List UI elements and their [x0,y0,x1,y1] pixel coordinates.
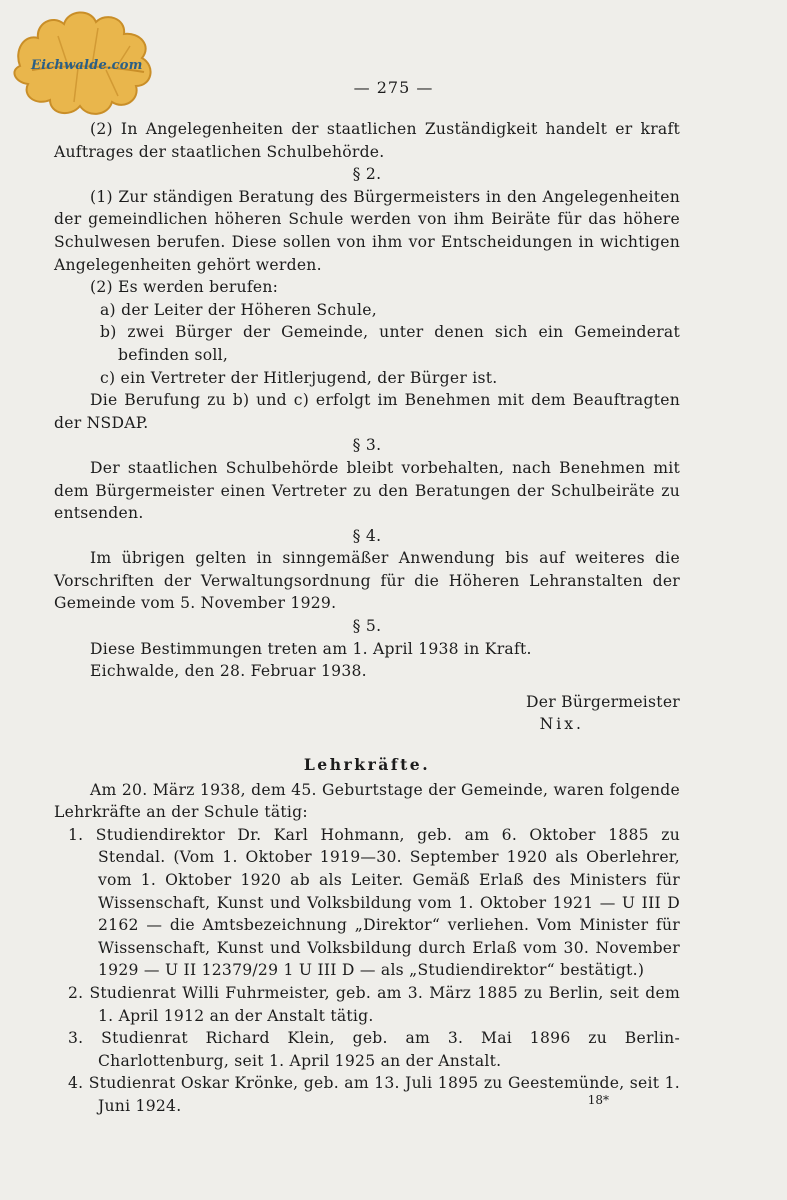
list-item: c) ein Vertreter der Hitlerjugend, der Bürger ist. [100,368,498,387]
list-item: 2. Studienrat Willi Fuhrmeister, geb. am 3. März 1885 zu Berlin, seit dem 1. April 1912 an der Anstalt tätig. [68,983,680,1025]
paragraph: (2) In Angelegenheiten der staatlichen Zuständigkeit handelt er kraft Auftrages der staatlichen Schulbehörde. [54,120,680,161]
section-marker: § 2. [352,165,382,184]
paragraph: Im übrigen gelten in sinngemäßer Anwendung bis auf weiteres die Vorschriften der Verwaltungsordnung für die Höheren Lehranstalten der Gemeinde vom 5. November 1929. [54,549,680,613]
list-item: b) zwei Bürger der Gemeinde, unter denen sich ein Gemeinderat befinden soll, [100,323,680,364]
signature-title: Der Bürgermeister [526,692,680,711]
logo-text: Eichwalde.com [31,58,143,73]
section-marker: § 4. [352,526,382,545]
paragraph: Diese Bestimmungen treten am 1. April 1938 in Kraft. [90,639,532,658]
signature-mark: 18* [587,1093,609,1107]
paragraph: Am 20. März 1938, dem 45. Geburtstage der Gemeinde, waren folgende Lehrkräfte an der Schule tätig: [54,780,680,822]
list-item: 1. Studiendirektor Dr. Karl Hohmann, geb. am 6. Oktober 1885 zu Stendal. (Vom 1. Oktober 1919—30. September 1920 als Oberlehrer, vom 1. Oktober 1920 ab als Leiter. Gemäß Erlaß des Ministers für Wissenschaft, Kunst und Volksbildung vom 1. Oktober 1921 — U III D 2162 — die Amtsbezeichnung „Direktor“ verliehen. Vom Minister für Wissenschaft, Kunst und Volksbildung durch Erlaß vom 30. November 1929 — U II 12379/29 1 U III D — als „Studiendirektor“ bestätigt.) [68,825,680,980]
paragraph: Der staatlichen Schulbehörde bleibt vorbehalten, nach Benehmen mit dem Bürgermeister einen Vertreter zu den Beratungen der Schulbeiräte zu entsenden. [54,458,680,523]
list-item: 3. Studienrat Richard Klein, geb. am 3. Mai 1896 zu Berlin-Charlottenburg, seit 1. April 1925 an der Anstalt. [68,1029,680,1070]
list-item: 4. Studienrat Oskar Krönke, geb. am 13. Juli 1895 zu Geestemünde, seit 1. Juni 1924. [68,1074,680,1115]
signature-name: Nix. [539,715,584,734]
paragraph: Eichwalde, den 28. Februar 1938. [90,662,367,681]
page-number: — 275 — [353,78,434,97]
paragraph: Die Berufung zu b) und c) erfolgt im Benehmen mit dem Beauftragten der NSDAP. [54,391,680,432]
document-body [54,118,680,1118]
list-item: a) der Leiter der Höheren Schule, [100,300,377,319]
section-marker: § 3. [352,436,382,455]
eichwalde-logo[interactable] [8,6,158,118]
section-heading: Lehrkräfte. [303,755,431,775]
paragraph: (1) Zur ständigen Beratung des Bürgermeisters in den Angelegenheiten der gemeindlichen höheren Schule werden von ihm Beiräte für das höhere Schulwesen berufen. Diese sollen von ihm vor Entscheidungen in wichtigen Angelegenheiten gehört werden. [54,187,680,274]
paragraph: (2) Es werden berufen: [90,278,279,297]
section-marker: § 5. [352,617,382,636]
